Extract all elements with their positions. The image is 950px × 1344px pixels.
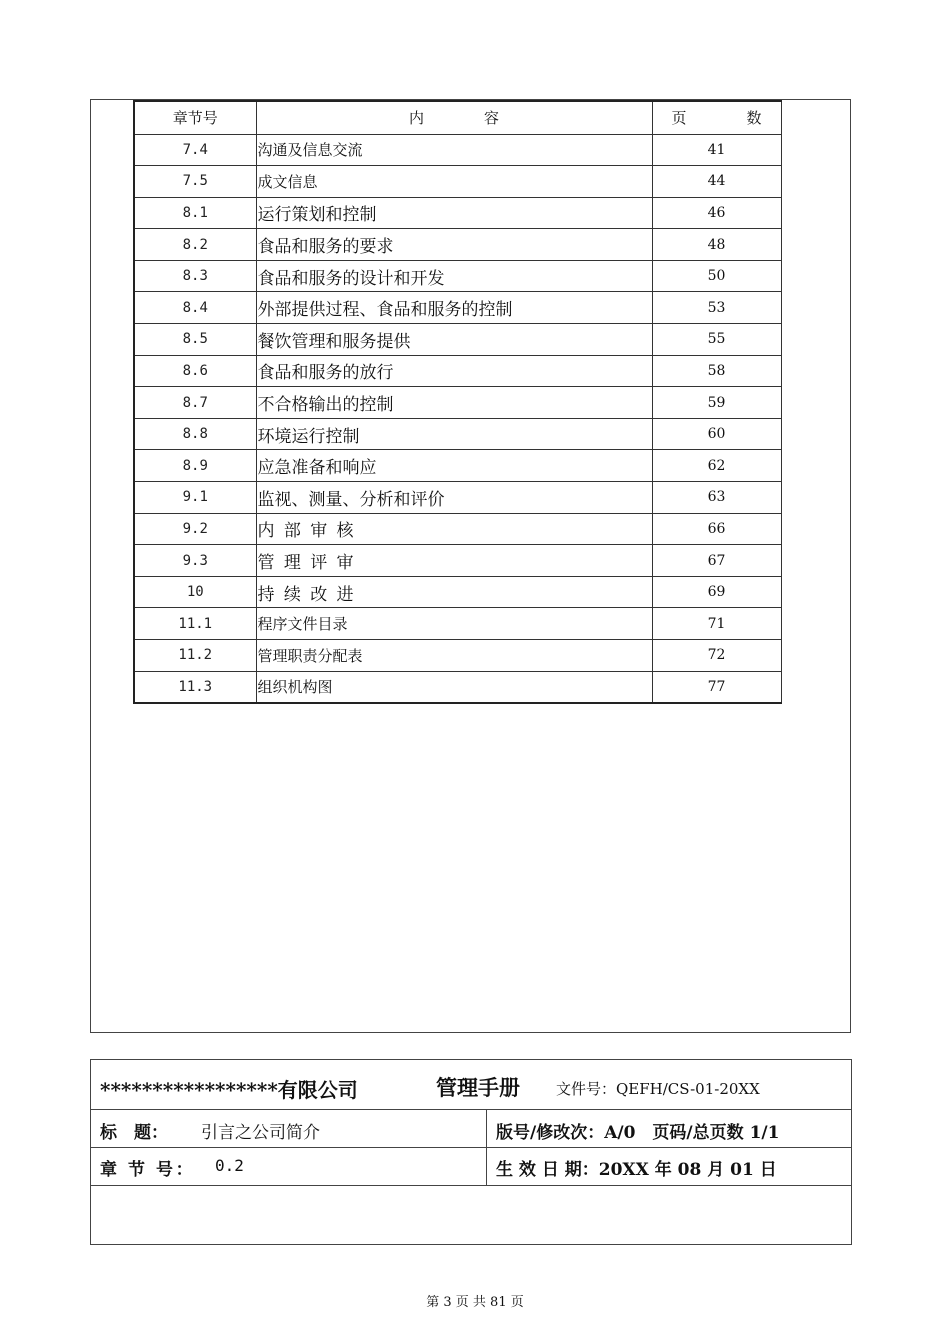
toc-title: 监视、测量、分析和评价 bbox=[256, 482, 652, 514]
toc-row bbox=[134, 387, 781, 419]
toc-page-number: 58 bbox=[652, 355, 781, 387]
toc-chapter-number: 8.6 bbox=[134, 355, 256, 387]
title-label: 标 题： bbox=[100, 1123, 168, 1143]
toc-chapter-number: 8.4 bbox=[134, 292, 256, 324]
toc-page-number: 69 bbox=[652, 576, 781, 608]
toc-row bbox=[134, 671, 781, 703]
toc-page-number: 63 bbox=[652, 482, 781, 514]
toc-chapter-number: 11.2 bbox=[134, 640, 256, 672]
toc-title: 成文信息 bbox=[256, 166, 652, 198]
toc-page-number: 48 bbox=[652, 229, 781, 261]
header-row bbox=[91, 1060, 851, 1110]
toc-title: 应急准备和响应 bbox=[256, 450, 652, 482]
toc-page-number: 44 bbox=[652, 166, 781, 198]
effective-date: 生 效 日 期：20XX 年 08 月 01 日 bbox=[496, 1160, 777, 1180]
toc-page-number: 41 bbox=[652, 134, 781, 166]
page-number: 第 3 页 共 81 页 bbox=[426, 1295, 524, 1310]
toc-row bbox=[134, 292, 781, 324]
toc-chapter-number: 8.2 bbox=[134, 229, 256, 261]
toc-row bbox=[134, 450, 781, 482]
toc-title: 食品和服务的设计和开发 bbox=[256, 260, 652, 292]
toc-chapter-number: 10 bbox=[134, 576, 256, 608]
manual-title: 管理手册 bbox=[436, 1075, 520, 1100]
toc-title: 管理评审 bbox=[256, 545, 652, 577]
toc-chapter-number: 11.1 bbox=[134, 608, 256, 640]
toc-title: 食品和服务的放行 bbox=[256, 355, 652, 387]
toc-header-row bbox=[134, 101, 781, 134]
toc-chapter-number: 7.5 bbox=[134, 166, 256, 198]
toc-page-number: 72 bbox=[652, 640, 781, 672]
toc-chapter-number: 8.9 bbox=[134, 450, 256, 482]
toc-title: 环境运行控制 bbox=[256, 418, 652, 450]
toc-chapter-number: 8.3 bbox=[134, 260, 256, 292]
toc-row bbox=[134, 355, 781, 387]
toc-chapter-number: 8.5 bbox=[134, 324, 256, 356]
version-info: 版号/修改次：A/0 页码/总页数 1/1 bbox=[496, 1123, 780, 1143]
document-control-box bbox=[90, 1059, 852, 1245]
toc-chapter-number: 8.8 bbox=[134, 418, 256, 450]
toc-row bbox=[134, 134, 781, 166]
column-divider bbox=[486, 1110, 487, 1186]
toc-title: 持续改进 bbox=[256, 576, 652, 608]
toc-page-number: 50 bbox=[652, 260, 781, 292]
toc-chapter-number: 11.3 bbox=[134, 671, 256, 703]
document-number: 文件号：QEFH/CS-01-20XX bbox=[556, 1080, 760, 1098]
toc-page-number: 67 bbox=[652, 545, 781, 577]
toc-page-number: 71 bbox=[652, 608, 781, 640]
toc-title: 管理职责分配表 bbox=[256, 640, 652, 672]
company-name: *****************有限公司 bbox=[100, 1078, 358, 1102]
toc-row bbox=[134, 576, 781, 608]
toc-row bbox=[134, 229, 781, 261]
toc-row bbox=[134, 260, 781, 292]
toc-chapter-number: 9.2 bbox=[134, 513, 256, 545]
toc-table bbox=[133, 100, 782, 704]
toc-chapter-number: 7.4 bbox=[134, 134, 256, 166]
toc-title: 不合格输出的控制 bbox=[256, 387, 652, 419]
toc-chapter-number: 9.3 bbox=[134, 545, 256, 577]
header-pages: 页 数 bbox=[652, 101, 781, 134]
toc-page-number: 60 bbox=[652, 418, 781, 450]
chapter-label: 章 节 号： bbox=[100, 1160, 196, 1180]
toc-title: 外部提供过程、食品和服务的控制 bbox=[256, 292, 652, 324]
toc-row bbox=[134, 608, 781, 640]
toc-title: 餐饮管理和服务提供 bbox=[256, 324, 652, 356]
toc-row bbox=[134, 324, 781, 356]
toc-row bbox=[134, 482, 781, 514]
toc-page-number: 59 bbox=[652, 387, 781, 419]
header-chapter: 章节号 bbox=[134, 101, 256, 134]
toc-chapter-number: 8.7 bbox=[134, 387, 256, 419]
toc-title: 沟通及信息交流 bbox=[256, 134, 652, 166]
toc-page-number: 53 bbox=[652, 292, 781, 324]
toc-title: 内部审核 bbox=[256, 513, 652, 545]
toc-page-number: 46 bbox=[652, 197, 781, 229]
toc-page-number: 62 bbox=[652, 450, 781, 482]
toc-row bbox=[134, 197, 781, 229]
chapter-row bbox=[91, 1148, 851, 1186]
toc-row bbox=[134, 418, 781, 450]
toc-chapter-number: 9.1 bbox=[134, 482, 256, 514]
title-value: 引言之公司简介 bbox=[201, 1123, 320, 1143]
title-row bbox=[91, 1110, 851, 1148]
toc-row bbox=[134, 545, 781, 577]
toc-title: 程序文件目录 bbox=[256, 608, 652, 640]
toc-title: 食品和服务的要求 bbox=[256, 229, 652, 261]
toc-row bbox=[134, 640, 781, 672]
chapter-value: 0.2 bbox=[215, 1156, 244, 1175]
header-content: 内 容 bbox=[256, 101, 652, 134]
toc-page-number: 55 bbox=[652, 324, 781, 356]
toc-chapter-number: 8.1 bbox=[134, 197, 256, 229]
toc-row bbox=[134, 513, 781, 545]
toc-row bbox=[134, 166, 781, 198]
toc-title: 组织机构图 bbox=[256, 671, 652, 703]
toc-page-number: 66 bbox=[652, 513, 781, 545]
toc-title: 运行策划和控制 bbox=[256, 197, 652, 229]
toc-page-number: 77 bbox=[652, 671, 781, 703]
